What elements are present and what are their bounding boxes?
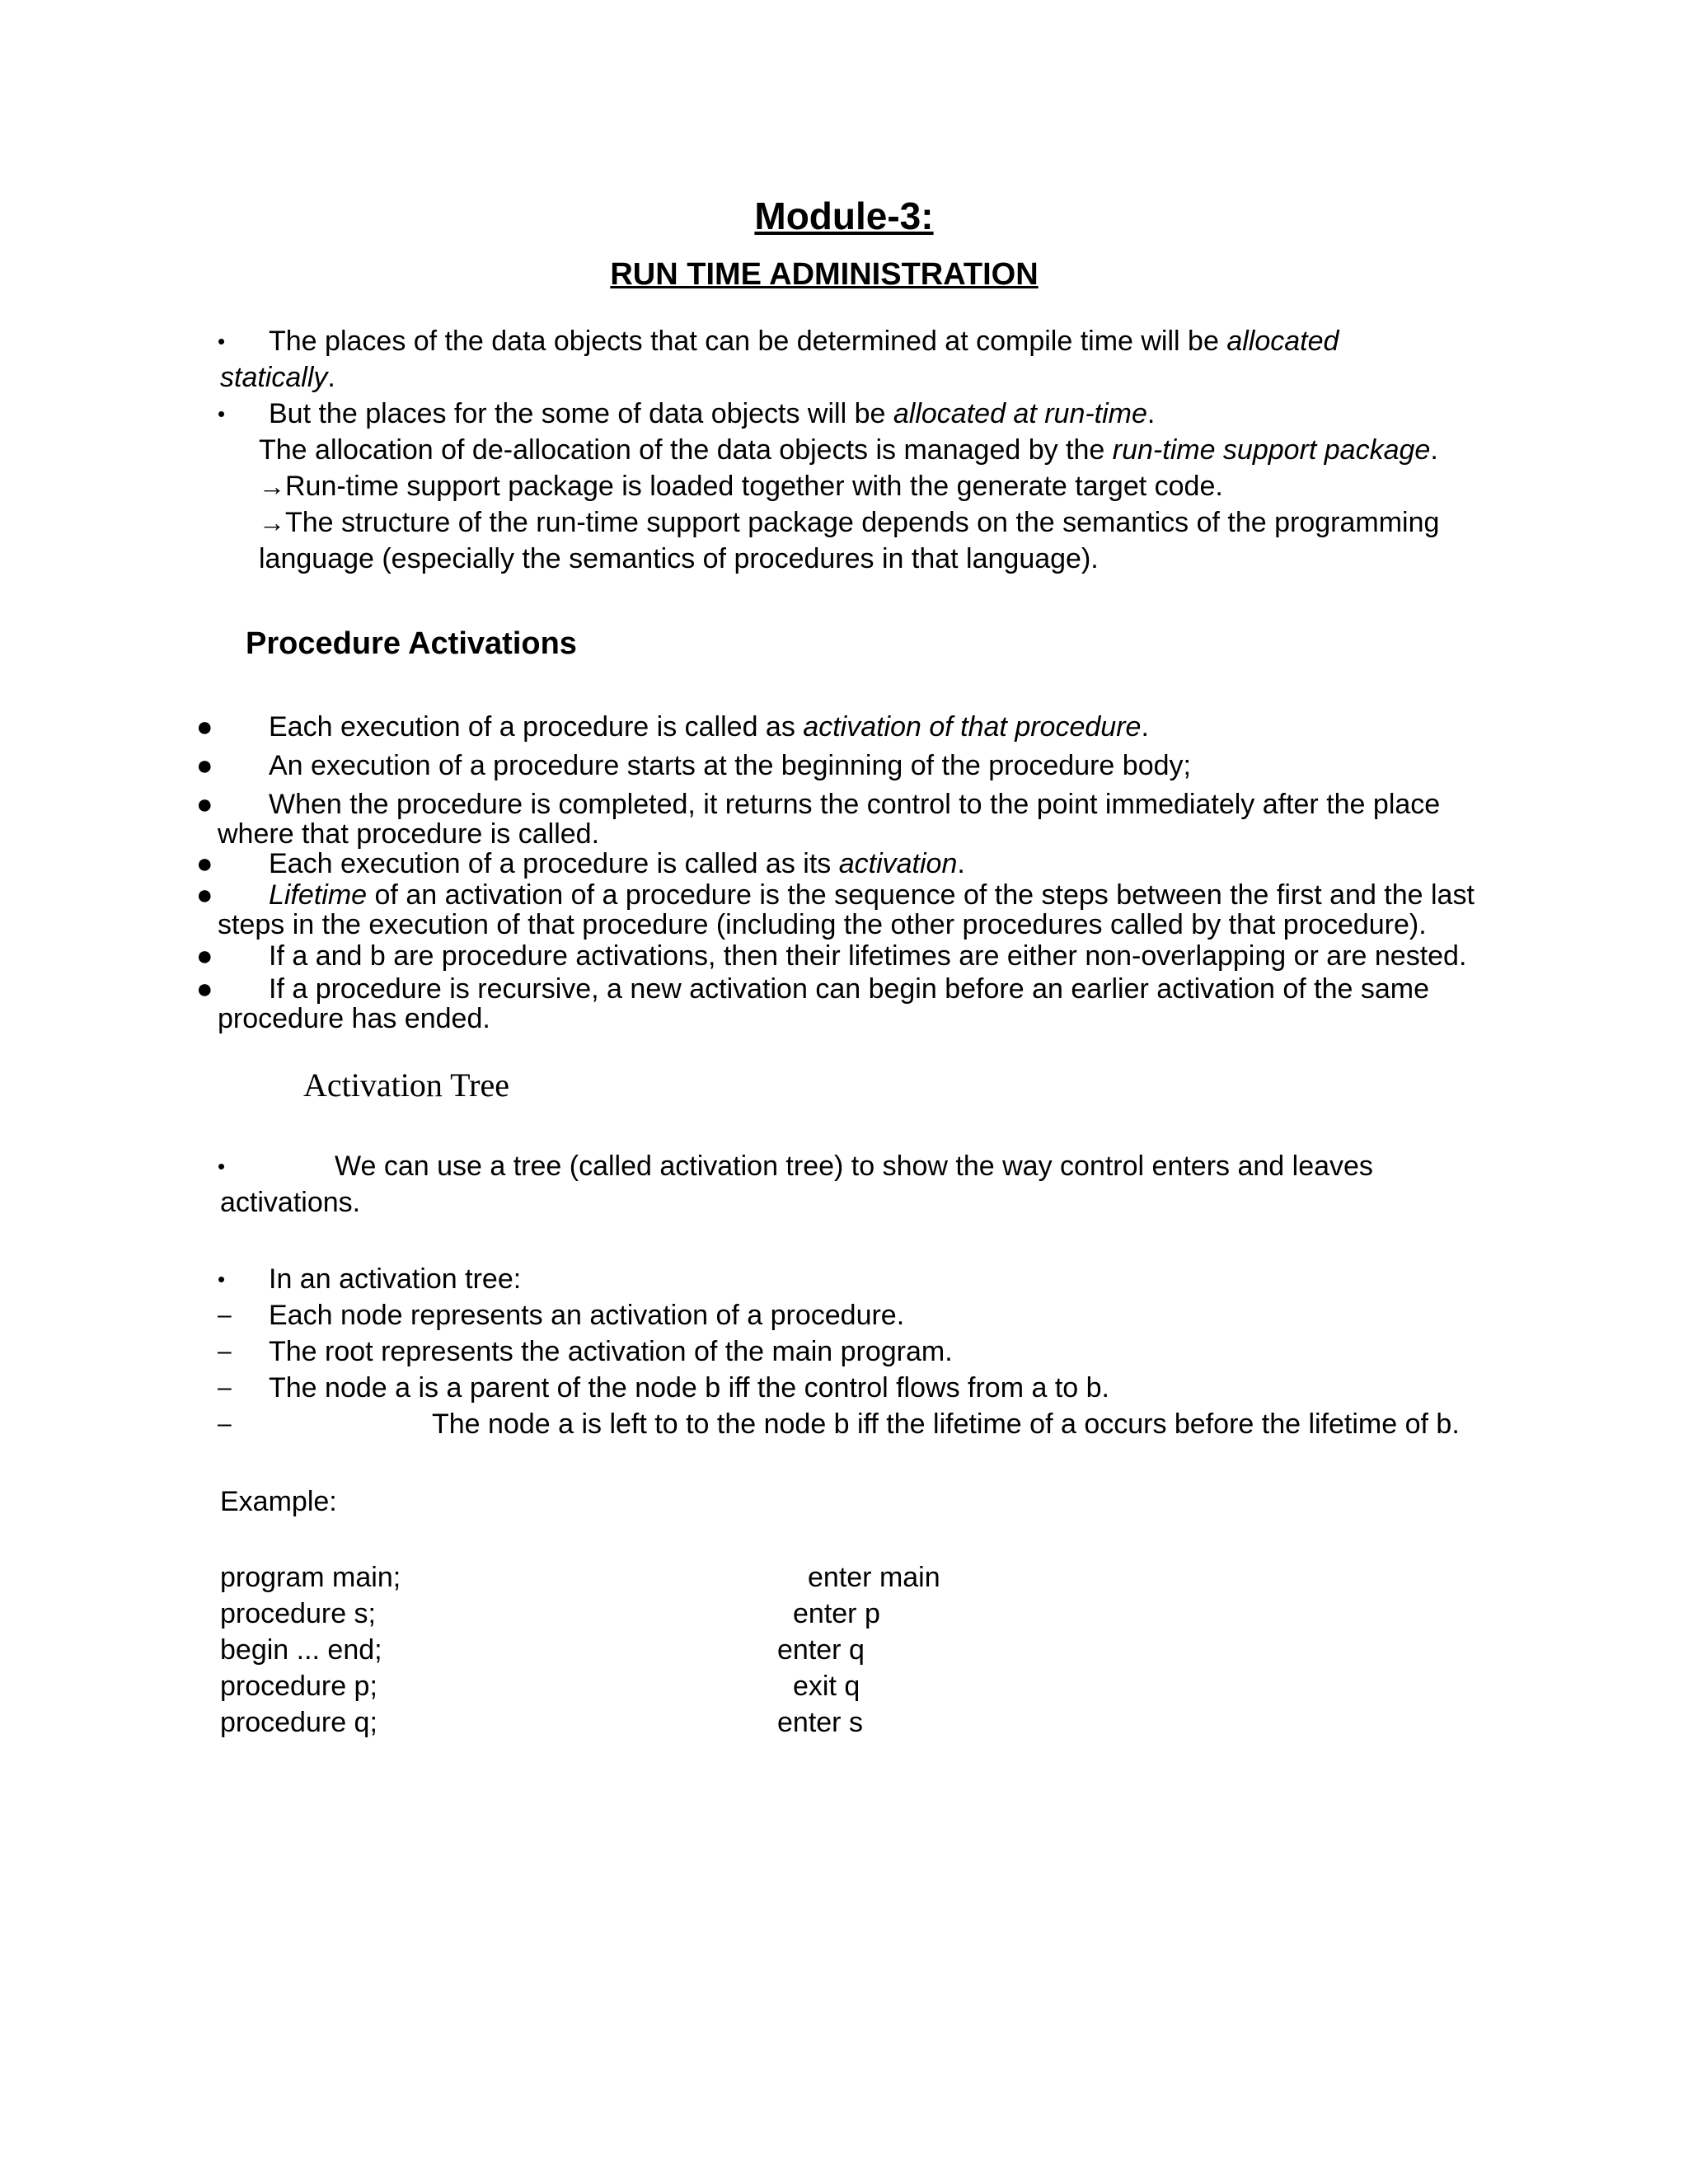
pa-item-3-cont: where that procedure is called.	[218, 818, 600, 850]
trace-line: enter main	[808, 1562, 940, 1593]
code-line: begin ... end;	[220, 1634, 382, 1666]
intro-arrow-item-2-cont: language (especially the semantics of procedures in that language).	[259, 543, 1099, 574]
intro-arrow-item-1: →Run-time support package is loaded together with the generate target code.	[259, 471, 1223, 502]
trace-line: exit q	[793, 1671, 860, 1702]
pa-item-2: An execution of a procedure starts at the beginning of the procedure body;	[269, 750, 1191, 781]
section-heading-procedure-activations: Procedure Activations	[246, 626, 577, 661]
at-dash-item-3: The node a is a parent of the node b iff the control flows from a to b.	[269, 1372, 1109, 1404]
at-paragraph-1-cont: activations.	[220, 1187, 361, 1218]
dash-marker: –	[218, 1374, 232, 1401]
bullet-marker: ●	[196, 940, 213, 972]
intro-arrow-item-2: →The structure of the run-time support package depends on the semantics of the programming	[259, 507, 1440, 538]
pa-item-7: If a procedure is recursive, a new activation can begin before an earlier activation of the same	[269, 973, 1429, 1005]
intro-bullet-1-cont: statically.	[220, 362, 335, 393]
bullet-marker: •	[218, 401, 226, 426]
pa-item-1: Each execution of a procedure is called as activation of that procedure.	[269, 711, 1149, 743]
pa-item-5-cont: steps in the execution of that procedure (including the other procedures called by that procedure).	[218, 909, 1427, 940]
pa-item-3: When the procedure is completed, it returns the control to the point immediately after the place	[269, 789, 1441, 820]
trace-line: enter s	[777, 1707, 863, 1738]
module-heading: Module-3:	[754, 194, 934, 237]
pa-item-5: Lifetime of an activation of a procedure is the sequence of the steps between the first and the last	[269, 879, 1475, 911]
bullet-marker: •	[218, 1154, 226, 1179]
code-line: procedure q;	[220, 1707, 377, 1738]
bullet-marker: ●	[196, 750, 213, 781]
dash-marker: –	[218, 1301, 232, 1329]
bullet-marker: ●	[196, 711, 213, 743]
at-paragraph-1: We can use a tree (called activation tree) to show the way control enters and leaves	[335, 1151, 1373, 1182]
page-title: RUN TIME ADMINISTRATION	[610, 257, 1039, 292]
example-label: Example:	[220, 1486, 337, 1517]
arrow-right-icon: →	[259, 508, 285, 537]
pa-item-7-cont: procedure has ended.	[218, 1003, 490, 1034]
at-dash-item-1: Each node represents an activation of a procedure.	[269, 1300, 905, 1331]
trace-line: enter p	[793, 1598, 880, 1629]
bullet-marker: ●	[196, 879, 213, 911]
bullet-marker: •	[218, 329, 226, 354]
pa-item-6: If a and b are procedure activations, then their lifetimes are either non-overlapping or are nested.	[269, 940, 1467, 972]
pa-item-4: Each execution of a procedure is called as its activation.	[269, 848, 965, 879]
bullet-marker: ●	[196, 973, 213, 1005]
at-dash-item-2: The root represents the activation of the main program.	[269, 1336, 953, 1367]
code-line: program main;	[220, 1562, 401, 1593]
at-paragraph-2: In an activation tree:	[269, 1263, 522, 1295]
at-dash-item-4: The node a is left to to the node b iff the lifetime of a occurs before the lifetime of b.	[432, 1408, 1460, 1440]
arrow-right-icon: →	[259, 471, 285, 501]
bullet-marker: •	[218, 1267, 226, 1291]
dash-marker: –	[218, 1410, 232, 1437]
intro-paragraph: The allocation of de-allocation of the data objects is managed by the run-time support package.	[259, 434, 1438, 466]
bullet-marker: ●	[196, 789, 213, 820]
trace-line: enter q	[777, 1634, 865, 1666]
code-line: procedure p;	[220, 1671, 377, 1702]
code-line: procedure s;	[220, 1598, 376, 1629]
bullet-marker: ●	[196, 848, 213, 879]
dash-marker: –	[218, 1338, 232, 1365]
intro-bullet-1: The places of the data objects that can be determined at compile time will be allocated	[269, 326, 1339, 357]
intro-bullet-2: But the places for the some of data objects will be allocated at run-time.	[269, 398, 1156, 429]
section-heading-activation-tree: Activation Tree	[303, 1066, 509, 1104]
